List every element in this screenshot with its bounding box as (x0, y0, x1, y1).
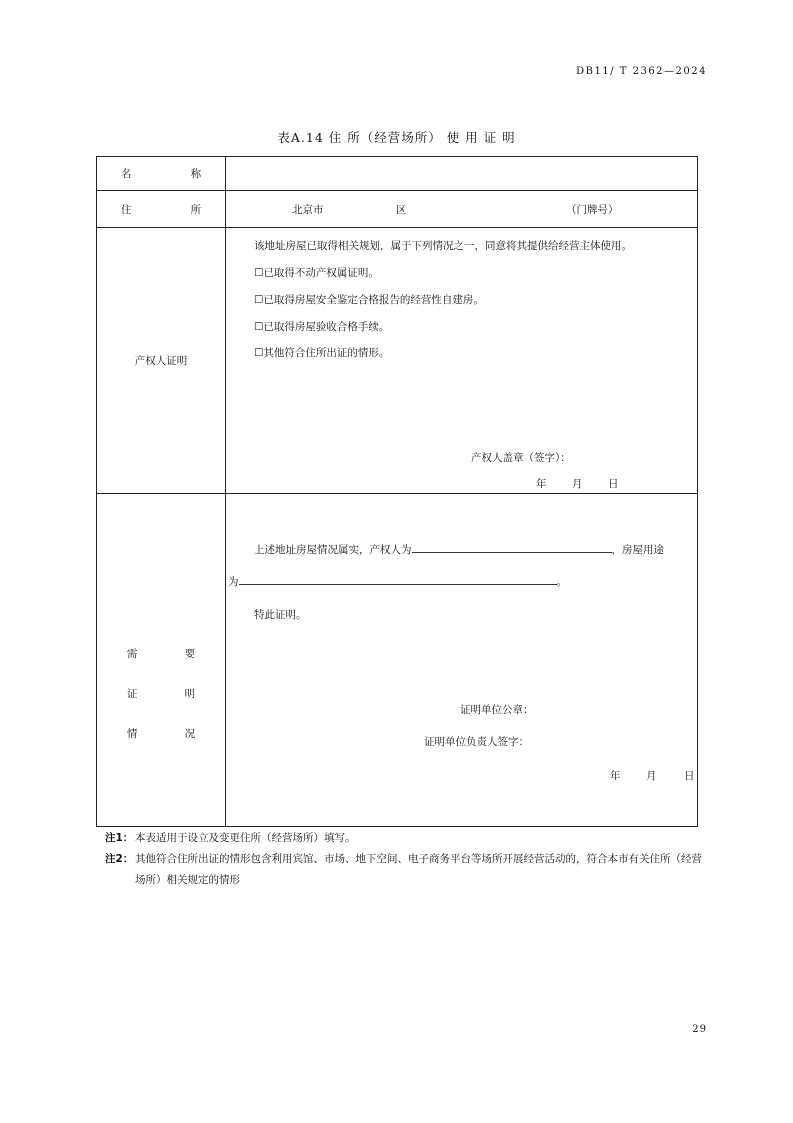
label-proof-situation: 需 要 证 明 情 况 (97, 494, 226, 827)
owner-statement: 该地址房屋已取得相关规划，属于下列情况之一，同意将其提供给经营主体使用。 (254, 240, 632, 252)
owner-option-2[interactable]: ☐已取得房屋安全鉴定合格报告的经营性自建房。 (254, 294, 484, 306)
owner-seal-label: 产权人盖章（签字）： (471, 452, 571, 464)
note-1-text: 本表适用于设立及变更住所（经营场所）填写。 (135, 832, 356, 844)
note-2-text: 其他符合住所出证的情形包含利用宾馆、市场、地下空间、电子商务平台等场所开展经营活动的，符合本市有关住所（经营场所）相关规定的情形 (135, 853, 702, 886)
address-city: 北京市 (292, 204, 324, 216)
proof-line-1: 上述地址房屋情况属实，产权人为 ，房屋用途 (254, 544, 664, 556)
unit-head-sign-label: 证明单位负责人签字： (424, 736, 529, 748)
owner-date-month: 月 (572, 478, 583, 490)
label-name: 名 称 (97, 157, 226, 191)
house-use-blank[interactable] (239, 584, 557, 585)
note-1-key: 注1： (105, 832, 134, 844)
table-title (0, 128, 793, 146)
proof-line-2: 为 。 (228, 576, 567, 588)
proof-date-year: 年 (610, 770, 621, 782)
owner-name-blank[interactable] (412, 552, 612, 553)
page-number: 29 (692, 1024, 707, 1035)
owner-option-3[interactable]: ☐已取得房屋验收合格手续。 (254, 321, 390, 333)
note-2 (105, 849, 709, 891)
proof-situation-content (226, 494, 698, 827)
certificate-form (96, 156, 698, 827)
note-2-key: 注2： (105, 853, 134, 865)
notes (105, 828, 709, 891)
owner-date-year: 年 (536, 478, 547, 490)
label-owner-proof: 产权人证明 (97, 228, 226, 494)
field-address[interactable] (226, 191, 698, 228)
table-title-name: 住 所（经营场所） 使 用 证 明 (328, 130, 516, 145)
owner-option-4[interactable]: ☐其他符合住所出证的情形。 (254, 347, 390, 359)
row-owner-proof (97, 228, 698, 494)
standard-code: DB11/ T 2362—2024 (576, 66, 707, 77)
address-district: 区 (396, 204, 407, 216)
row-address (97, 191, 698, 228)
row-proof-situation (97, 494, 698, 827)
row-name (97, 157, 698, 191)
address-door-number: （门牌号） (566, 204, 619, 216)
note-1 (105, 828, 709, 849)
owner-proof-content (226, 228, 698, 494)
field-name[interactable] (226, 157, 698, 191)
label-address: 住 所 (97, 191, 226, 228)
table-title-prefix: 表 (277, 130, 291, 145)
proof-date-day: 日 (684, 770, 695, 782)
proof-date-month: 月 (646, 770, 657, 782)
proof-line-3: 特此证明。 (254, 609, 307, 621)
owner-date-day: 日 (608, 478, 619, 490)
table-number: A.14 (290, 130, 324, 145)
unit-seal-label: 证明单位公章： (460, 704, 534, 716)
owner-option-1[interactable]: ☐已取得不动产权属证明。 (254, 267, 379, 279)
